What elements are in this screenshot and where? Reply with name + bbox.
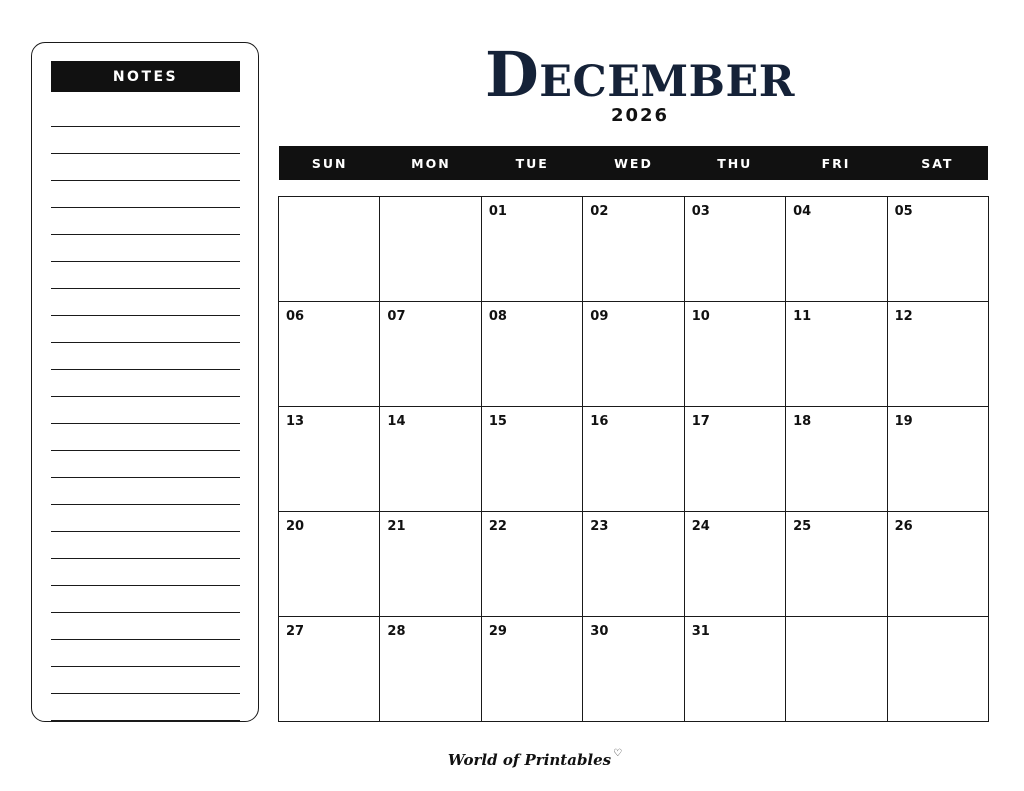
day-cell[interactable] (380, 197, 481, 302)
day-number: 26 (894, 519, 913, 534)
note-line[interactable] (51, 586, 240, 613)
note-line[interactable] (51, 478, 240, 505)
day-cell[interactable] (786, 407, 887, 512)
note-line[interactable] (51, 613, 240, 640)
note-line[interactable] (51, 694, 240, 721)
weekday-tue: TUE (515, 155, 549, 171)
note-line[interactable] (51, 424, 240, 451)
day-number: 24 (691, 519, 710, 534)
day-number: 21 (387, 519, 406, 534)
note-line[interactable] (51, 343, 240, 370)
notes-lines (51, 100, 240, 721)
day-number: 13 (286, 414, 305, 429)
day-number: 29 (488, 624, 507, 639)
day-number: 22 (488, 519, 507, 534)
note-line[interactable] (51, 154, 240, 181)
note-line[interactable] (51, 316, 240, 343)
day-cell[interactable] (685, 617, 786, 722)
day-number: 17 (691, 414, 710, 429)
weekday-mon: MON (411, 155, 451, 171)
heart-icon: ♡ (613, 747, 623, 759)
day-cell[interactable] (279, 617, 380, 722)
note-line[interactable] (51, 289, 240, 316)
day-number: 30 (590, 624, 609, 639)
notes-panel (31, 42, 259, 722)
day-cell[interactable] (786, 617, 887, 722)
day-number: 19 (894, 414, 913, 429)
day-cell[interactable] (583, 407, 684, 512)
day-cell[interactable] (380, 407, 481, 512)
day-number: 23 (590, 519, 609, 534)
day-cell[interactable] (482, 302, 583, 407)
day-number: 03 (691, 204, 710, 219)
note-line[interactable] (51, 235, 240, 262)
day-number: 28 (387, 624, 406, 639)
day-cell[interactable] (888, 302, 989, 407)
day-cell[interactable] (583, 197, 684, 302)
day-cell[interactable] (279, 302, 380, 407)
note-line[interactable] (51, 451, 240, 478)
day-cell[interactable] (685, 302, 786, 407)
day-number: 01 (488, 204, 507, 219)
weekday-thu: THU (717, 155, 753, 171)
day-cell[interactable] (888, 197, 989, 302)
day-number: 16 (590, 414, 609, 429)
day-cell[interactable] (279, 407, 380, 512)
month-title: December (485, 38, 795, 111)
day-cell[interactable] (482, 512, 583, 617)
notes-title: NOTES (51, 61, 240, 92)
day-number: 14 (387, 414, 406, 429)
weekday-header-bar (279, 146, 988, 180)
brand-logo (440, 742, 630, 778)
day-cell[interactable] (685, 512, 786, 617)
day-number: 02 (590, 204, 609, 219)
day-number: 05 (894, 204, 913, 219)
note-line[interactable] (51, 640, 240, 667)
day-cell[interactable] (583, 302, 684, 407)
day-cell[interactable] (279, 197, 380, 302)
day-cell[interactable] (380, 512, 481, 617)
day-cell[interactable] (583, 512, 684, 617)
day-number: 25 (793, 519, 812, 534)
note-line[interactable] (51, 667, 240, 694)
weekday-sat: SAT (921, 155, 954, 171)
day-cell[interactable] (279, 512, 380, 617)
day-number: 20 (286, 519, 305, 534)
weekday-fri: FRI (821, 155, 851, 171)
note-line[interactable] (51, 208, 240, 235)
note-line[interactable] (51, 505, 240, 532)
day-number: 12 (894, 309, 913, 324)
day-cell[interactable] (380, 617, 481, 722)
day-number: 18 (793, 414, 812, 429)
brand-name: World of Printables (447, 751, 612, 769)
day-cell[interactable] (888, 407, 989, 512)
note-line[interactable] (51, 397, 240, 424)
note-line[interactable] (51, 127, 240, 154)
day-number: 08 (488, 309, 507, 324)
note-line[interactable] (51, 532, 240, 559)
day-number: 27 (286, 624, 305, 639)
weekday-wed: WED (614, 155, 653, 171)
day-number: 04 (793, 204, 812, 219)
day-cell[interactable] (888, 617, 989, 722)
note-line[interactable] (51, 181, 240, 208)
day-number: 11 (793, 309, 812, 324)
day-number: 15 (488, 414, 507, 429)
day-number: 09 (590, 309, 609, 324)
day-cell[interactable] (482, 197, 583, 302)
day-cell[interactable] (685, 197, 786, 302)
day-cell[interactable] (786, 512, 887, 617)
day-cell[interactable] (482, 407, 583, 512)
day-cell[interactable] (786, 302, 887, 407)
note-line[interactable] (51, 100, 240, 127)
day-cell[interactable] (888, 512, 989, 617)
day-number: 07 (387, 309, 406, 324)
day-number: 31 (691, 624, 710, 639)
day-number: 10 (691, 309, 710, 324)
day-cell[interactable] (583, 617, 684, 722)
day-number: 06 (286, 309, 305, 324)
weekday-sun: SUN (311, 155, 348, 171)
calendar-grid (278, 196, 989, 722)
day-cell[interactable] (786, 197, 887, 302)
day-cell[interactable] (380, 302, 481, 407)
year-title: 2026 (610, 105, 670, 126)
day-cell[interactable] (482, 617, 583, 722)
note-line[interactable] (51, 262, 240, 289)
note-line[interactable] (51, 559, 240, 586)
note-line[interactable] (51, 370, 240, 397)
day-cell[interactable] (685, 407, 786, 512)
